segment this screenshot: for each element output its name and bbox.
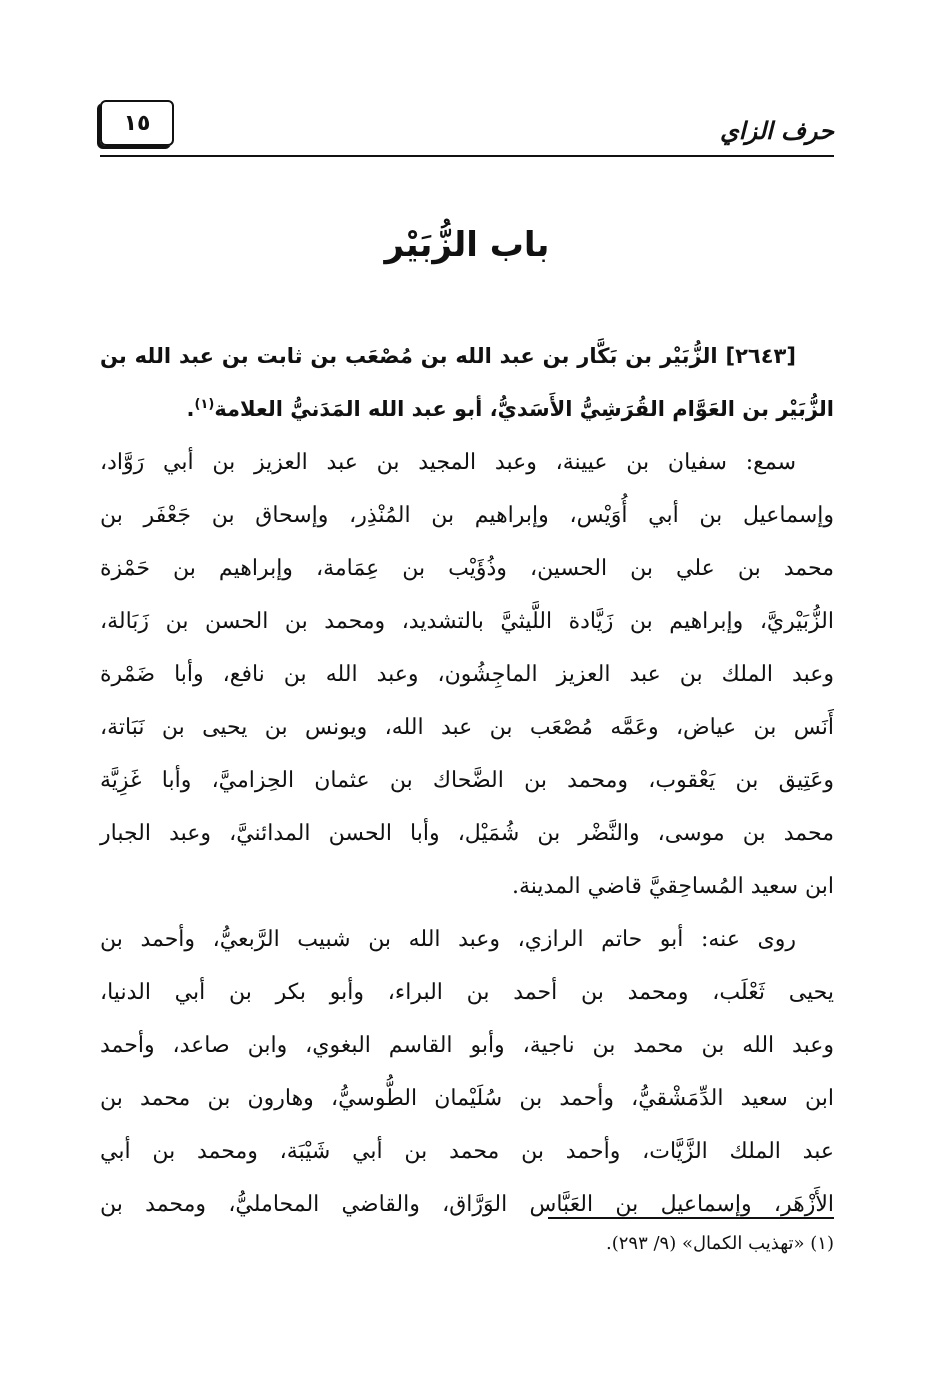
para1-line: وعبد الملك بن عبد العزيز الماجِشُون، وعبد الله بن نافع، وأبا ضَمْرة xyxy=(100,662,834,687)
header-rule xyxy=(100,155,834,157)
para1-line: ابن سعيد المُساحِقيَّ قاضي المدينة. xyxy=(512,874,834,899)
para2-line: روى عنه: أبو حاتم الرازي، وعبد الله بن شبيب الرَّبعيُّ، وأحمد بن xyxy=(100,927,796,952)
body-text xyxy=(100,330,834,1231)
page-number: ١٥ xyxy=(100,100,174,146)
entry-heading-line-2 xyxy=(100,383,834,436)
para1-line: محمد بن علي بن الحسين، وذُؤَيْب بن عِمَامة، وإبراهيم بن حَمْزة xyxy=(100,556,834,581)
para2-line: الأَزْهَر، وإسماعيل بن العَبَّاس الوَرَّاق، والقاضي المحامليُّ، ومحمد بن xyxy=(100,1192,834,1217)
para1-line: وعَتِيق بن يَعْقوب، ومحمد بن الضَّحاك بن عثمان الحِزاميَّ، وأبا غَزِيَّة xyxy=(100,768,834,793)
para2-line: يحيى ثَعْلَب، ومحمد بن أحمد بن البراء، وأبو بكر بن أبي الدنيا، xyxy=(100,980,834,1005)
entry-end-mark: . xyxy=(186,397,195,421)
para1-line: محمد بن موسى، والنَّضْر بن شُمَيْل، وأبا الحسن المدائنيَّ، وعبد الجبار xyxy=(100,821,834,846)
para2-line: وعبد الله بن محمد بن ناجية، وأبو القاسم البغوي، وابن صاعد، وأحمد xyxy=(100,1033,834,1058)
para1-line: أَنَس بن عياض، وعَمَّه مُصْعَب بن عبد الله، ويونس بن يحيى بن نَبَاتة، xyxy=(100,715,834,740)
para2-line: ابن سعيد الدِّمَشْقيُّ، وأحمد بن سُلَيْمان الطُّوسيُّ، وهارون بن محمد بن xyxy=(100,1086,834,1111)
page-header xyxy=(100,95,834,157)
para2-line: عبد الملك الزَّيَّات، وأحمد بن محمد بن أبي شَيْبَة، ومحمد بن أبي xyxy=(100,1139,834,1164)
running-head: حرف الزاي xyxy=(720,117,834,145)
para1-line: الزُّبَيْريَّ، وإبراهيم بن زَيَّادة اللَّيثيَّ بالتشديد، ومحمد بن الحسن بن زَبَالة، xyxy=(100,609,834,634)
para1-line: سمع: سفيان بن عيينة، وعبد المجيد بن عبد العزيز بن أبي رَوَّاد، xyxy=(100,450,796,475)
footnote-ref: (١) xyxy=(194,397,215,412)
footnote-rule xyxy=(548,1217,834,1219)
para1-line: وإسماعيل بن أبي أُوَيْس، وإبراهيم بن المُنْذِر، وإسحاق بن جَعْفَر بن xyxy=(100,503,834,528)
entry-heading-line-1: [٢٦٤٣] الزُّبَيْر بن بَكَّار بن عبد الله بن مُصْعَب بن ثابت بن عبد الله بن xyxy=(100,344,796,368)
footnote: (١) «تهذيب الكمال» (٩/ ٢٩٣). xyxy=(605,1233,834,1254)
entry-heading-text: الزُّبَيْر بن العَوَّام القُرَشِيُّ الأَسَديُّ، أبو عبد الله المَدَنيُّ العلامة xyxy=(214,397,834,421)
chapter-title: باب الزُّبَيْر xyxy=(384,225,550,265)
